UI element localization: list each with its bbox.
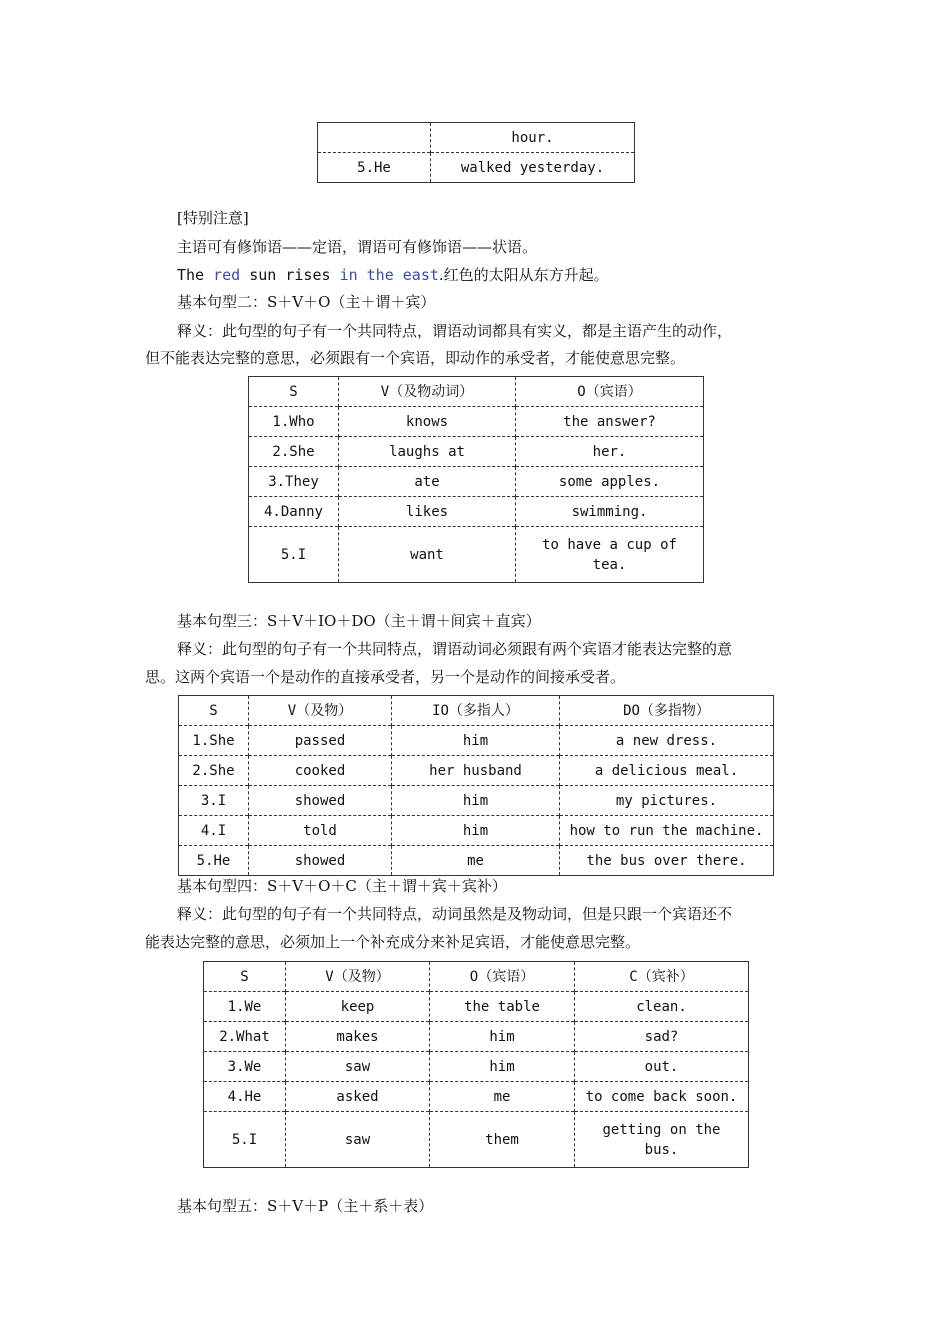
table-header: V（及物） — [249, 696, 392, 726]
table-cell: to have a cup of tea. — [516, 527, 704, 583]
table-cell: told — [249, 816, 392, 846]
table-header: C（宾补） — [575, 962, 749, 992]
table-row — [204, 1022, 749, 1052]
table-cell: 1.We — [204, 992, 286, 1022]
table-cell: cooked — [249, 756, 392, 786]
section-desc: 释义：此句型的句子有一个共同特点，谓语动词都具有实义，都是主语产生的动作， — [177, 322, 733, 340]
table-cell: makes — [286, 1022, 430, 1052]
table-row — [179, 846, 774, 876]
table-cell: him — [430, 1052, 575, 1082]
table-row — [249, 407, 704, 437]
table-row — [249, 497, 704, 527]
table-row — [249, 437, 704, 467]
table-row — [249, 527, 704, 583]
note-line: 主语可有修饰语——定语，谓语可有修饰语——状语。 — [177, 238, 538, 256]
table-row — [318, 123, 635, 153]
table-cell: me — [430, 1082, 575, 1112]
table-cell: asked — [286, 1082, 430, 1112]
table-row — [204, 1112, 749, 1168]
table-row — [204, 992, 749, 1022]
table-cell: knows — [339, 407, 516, 437]
table-row — [179, 756, 774, 786]
table-cell: 5.I — [204, 1112, 286, 1168]
table-header-row — [249, 377, 704, 407]
table-cell — [318, 123, 431, 153]
section-title: 基本句型三：S＋V＋IO＋DO（主＋谓＋间宾＋直宾） — [177, 612, 541, 630]
table-pattern4 — [203, 961, 749, 1168]
table-header: V（及物动词） — [339, 377, 516, 407]
table-cell: 4.Danny — [249, 497, 339, 527]
table-cell: some apples. — [516, 467, 704, 497]
example-sentence — [177, 265, 609, 285]
section-desc: 能表达完整的意思，必须加上一个补充成分来补足宾语，才能使意思完整。 — [145, 933, 641, 951]
table-cell: her husband — [392, 756, 560, 786]
table-cell: ate — [339, 467, 516, 497]
table-row — [204, 1052, 749, 1082]
section-desc: 但不能表达完整的意思，必须跟有一个宾语，即动作的承受者，才能使意思完整。 — [145, 349, 686, 367]
table-cell: him — [392, 726, 560, 756]
table-cell: walked yesterday. — [431, 153, 635, 183]
example-translation: .红色的太阳从东方升起。 — [438, 266, 609, 284]
table-cell: 5.He — [318, 153, 431, 183]
table-header: V（及物） — [286, 962, 430, 992]
table-cell: passed — [249, 726, 392, 756]
table-cell: the table — [430, 992, 575, 1022]
section-title: 基本句型五：S＋V＋P（主＋系＋表） — [177, 1197, 434, 1215]
table-pattern3 — [178, 695, 774, 876]
table-cell: saw — [286, 1112, 430, 1168]
table-cell: 2.She — [249, 437, 339, 467]
table-cell: getting on the bus. — [575, 1112, 749, 1168]
table-cell: laughs at — [339, 437, 516, 467]
section-title: 基本句型二：S＋V＋O（主＋谓＋宾） — [177, 293, 436, 311]
table-cell: the answer? — [516, 407, 704, 437]
table-header-row — [179, 696, 774, 726]
table-cell: want — [339, 527, 516, 583]
table-cell: my pictures. — [560, 786, 774, 816]
table-cell: the bus over there. — [560, 846, 774, 876]
table-cell: sad? — [575, 1022, 749, 1052]
table-cell: keep — [286, 992, 430, 1022]
table-header: IO（多指人） — [392, 696, 560, 726]
table-row — [249, 467, 704, 497]
table-header: S — [249, 377, 339, 407]
table-cell: how to run the machine. — [560, 816, 774, 846]
table-cell: swimming. — [516, 497, 704, 527]
table-cell: 5.I — [249, 527, 339, 583]
table-cell: 5.He — [179, 846, 249, 876]
table-cell: me — [392, 846, 560, 876]
table-cell: 1.Who — [249, 407, 339, 437]
table-cell: him — [392, 816, 560, 846]
table-pattern2 — [248, 376, 704, 583]
section-desc: 思。这两个宾语一个是动作的直接承受者，另一个是动作的间接承受者。 — [145, 668, 626, 686]
table-header: DO（多指物） — [560, 696, 774, 726]
table-cell: a delicious meal. — [560, 756, 774, 786]
table-header: S — [204, 962, 286, 992]
table-pattern1-continued — [317, 122, 635, 183]
table-cell: 3.They — [249, 467, 339, 497]
table-cell: a new dress. — [560, 726, 774, 756]
table-cell: 2.She — [179, 756, 249, 786]
table-cell: him — [430, 1022, 575, 1052]
table-header-row — [204, 962, 749, 992]
table-cell: to come back soon. — [575, 1082, 749, 1112]
section-desc: 释义：此句型的句子有一个共同特点，谓语动词必须跟有两个宾语才能表达完整的意 — [177, 640, 733, 658]
table-cell: 4.I — [179, 816, 249, 846]
table-cell: 3.I — [179, 786, 249, 816]
table-cell: likes — [339, 497, 516, 527]
table-header: S — [179, 696, 249, 726]
example-word-highlight: red — [213, 266, 241, 284]
example-word: The — [177, 266, 214, 284]
table-row — [179, 816, 774, 846]
table-cell: him — [392, 786, 560, 816]
table-row — [179, 726, 774, 756]
table-cell: showed — [249, 786, 392, 816]
table-cell: them — [430, 1112, 575, 1168]
table-header: O（宾语） — [516, 377, 704, 407]
table-cell: 4.He — [204, 1082, 286, 1112]
table-cell: 3.We — [204, 1052, 286, 1082]
table-cell: 1.She — [179, 726, 249, 756]
table-row — [204, 1082, 749, 1112]
table-cell: clean. — [575, 992, 749, 1022]
note-header: [特别注意] — [177, 209, 249, 227]
table-cell: hour. — [431, 123, 635, 153]
table-row — [179, 786, 774, 816]
table-cell: 2.What — [204, 1022, 286, 1052]
table-cell: out. — [575, 1052, 749, 1082]
example-word-highlight: in the east — [339, 266, 439, 284]
example-word: sun rises — [240, 266, 340, 284]
table-cell: her. — [516, 437, 704, 467]
table-cell: showed — [249, 846, 392, 876]
section-title: 基本句型四：S＋V＋O＋C（主＋谓＋宾＋宾补） — [177, 877, 507, 895]
table-cell: saw — [286, 1052, 430, 1082]
table-header: O（宾语） — [430, 962, 575, 992]
table-row — [318, 153, 635, 183]
section-desc: 释义：此句型的句子有一个共同特点，动词虽然是及物动词，但是只跟一个宾语还不 — [177, 905, 733, 923]
